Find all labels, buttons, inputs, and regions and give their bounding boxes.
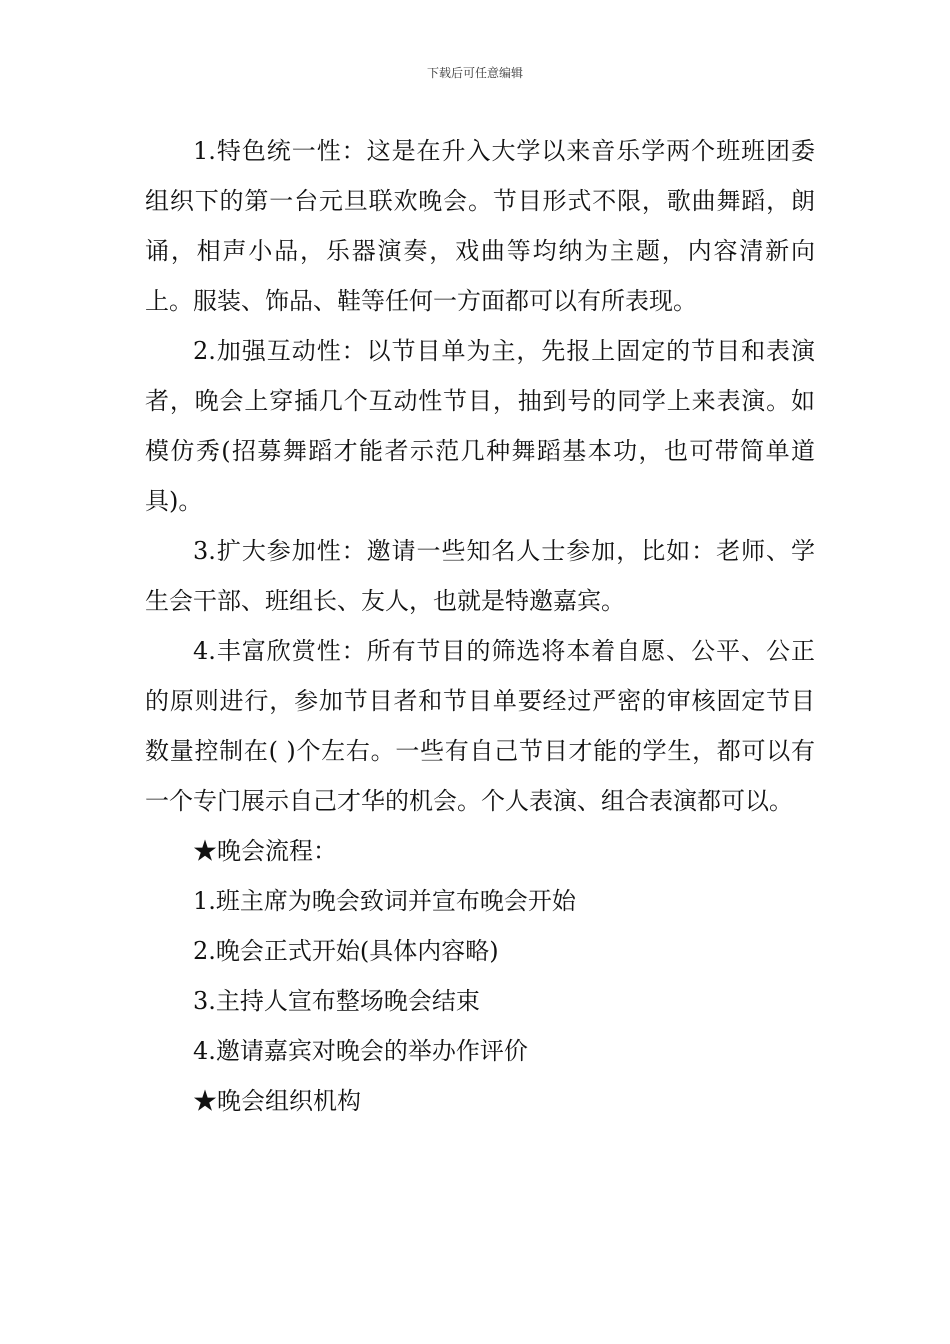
paragraph-participation: 3.扩大参加性：邀请一些知名人士参加，比如：老师、学生会干部、班组长、友人，也就是特邀嘉宾。 xyxy=(145,537,815,615)
section-heading-organization: ★晚会组织机构 xyxy=(193,1087,361,1115)
paragraph-unity: 1.特色统一性：这是在升入大学以来音乐学两个班班团委组织下的第一台元旦联欢晚会。节目形式不限，歌曲舞蹈，朗诵，相声小品，乐器演奏，戏曲等均纳为主题，内容清新向上。服装、饰品、鞋等任何一方面都可以有所表现。 xyxy=(145,137,815,315)
process-step-2: 2.晚会正式开始(具体内容略) xyxy=(193,937,499,965)
page-header: 下载后可任意编辑 xyxy=(426,66,523,80)
process-step-3: 3.主持人宣布整场晚会结束 xyxy=(193,987,480,1015)
process-step-4: 4.邀请嘉宾对晚会的举办作评价 xyxy=(193,1037,528,1065)
document-body xyxy=(145,126,815,1126)
paragraph-interaction: 2.加强互动性：以节目单为主，先报上固定的节目和表演者，晚会上穿插几个互动性节目，抽到号的同学上来表演。如模仿秀(招募舞蹈才能者示范几种舞蹈基本功，也可带简单道具)。 xyxy=(145,337,815,515)
paragraph-appreciation: 4.丰富欣赏性：所有节目的筛选将本着自愿、公平、公正的原则进行，参加节目者和节目单要经过严密的审核固定节目数量控制在( )个左右。一些有自己节目才能的学生，都可以有一个专门展示自己才华的机会。个人表演、组合表演都可以。 xyxy=(145,637,815,815)
process-step-1: 1.班主席为晚会致词并宣布晚会开始 xyxy=(193,887,576,915)
section-heading-process: ★晚会流程： xyxy=(193,837,337,865)
